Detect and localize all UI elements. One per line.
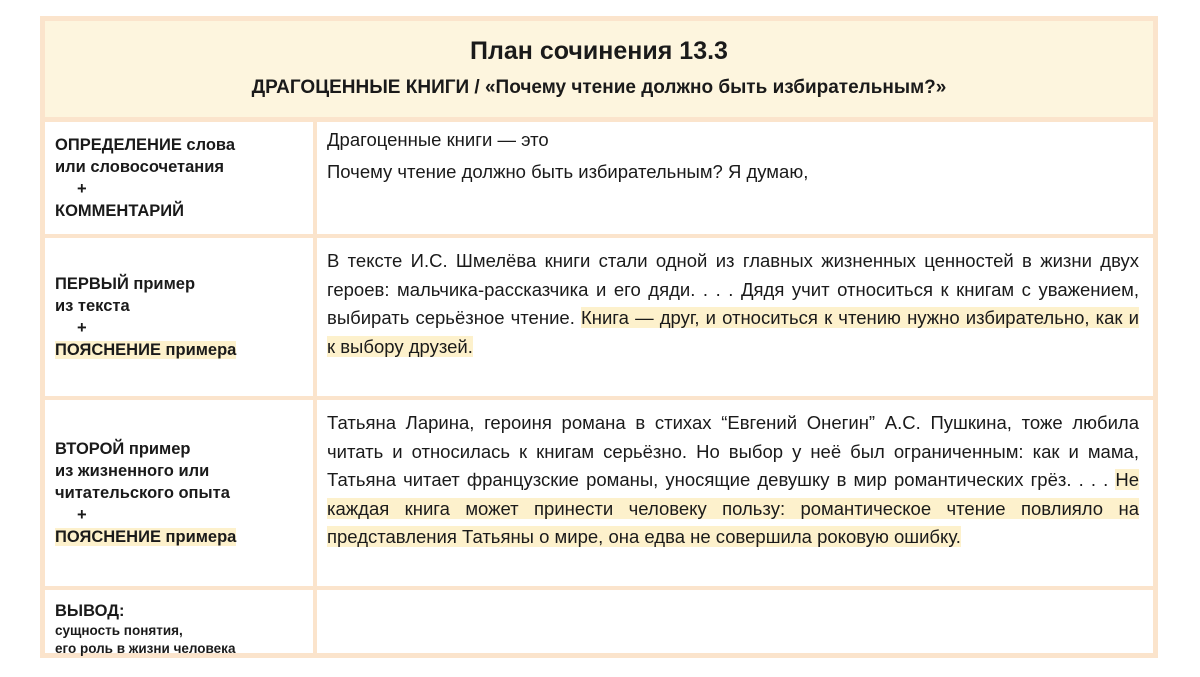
row-second-example-content — [317, 400, 1153, 586]
essay-plan-table — [40, 16, 1158, 658]
table-header — [45, 21, 1153, 117]
example-text: Татьяна Ларина, героиня романа в стихах “Евгений Онегин” А.С. Пушкина, тоже любила читать и относилась к книгам серьёзно. Но выбор у неё был ограниченным: как и мама, Татьяна читает французские романы, уносящие девушку в мир романтических грёз. . . . — [327, 412, 1139, 490]
example-highlight: Не каждая книга может принести человеку пользу: романтическое чтение повлияло на представления Татьяны о мире, она едва не совершила роковую ошибку. — [327, 469, 1140, 547]
row-conclusion-label — [45, 590, 313, 656]
row-definition-label — [45, 122, 313, 234]
row-second-example-label — [45, 400, 313, 586]
label-line: читательского опыта — [55, 484, 230, 502]
row-first-example-content — [317, 238, 1153, 396]
label-line: ВТОРОЙ пример — [55, 440, 191, 458]
plus-sign: + — [77, 180, 87, 198]
label-line: или словосочетания — [55, 158, 225, 176]
row-conclusion-content — [317, 590, 1153, 653]
plan-title: План сочинения 13.3 — [470, 37, 728, 65]
label-line: ОПРЕДЕЛЕНИЕ слова — [55, 136, 236, 154]
label-line: из жизненного или — [55, 462, 210, 480]
label-line-highlighted: ПОЯСНЕНИЕ примера — [55, 341, 237, 359]
plus-sign: + — [77, 319, 87, 337]
label-line-highlighted: ПОЯСНЕНИЕ примера — [55, 528, 237, 546]
content-line: Драгоценные книги — это — [327, 129, 549, 150]
label-line: сущность понятия, — [55, 623, 183, 638]
example-text: В тексте И.С. Шмелёва книги стали одной из главных жизненных ценностей в жизни двух героев: мальчика-рассказчика и его дяди. . . . Дядя учит относиться к книгам с уважением, выбирать серьёзное чтение. — [327, 250, 1139, 328]
row-first-example-label — [45, 238, 313, 396]
plus-sign: + — [77, 506, 87, 524]
label-line: ВЫВОД: — [55, 602, 125, 620]
row-definition-content — [317, 122, 1153, 234]
label-line: его роль в жизни человека — [55, 641, 236, 656]
label-line: КОММЕНТАРИЙ — [55, 202, 184, 220]
example-highlight: Книга — друг, и относиться к чтению нужно избирательно, как и к выбору друзей. — [327, 307, 1140, 357]
plan-subtitle: ДРАГОЦЕННЫЕ КНИГИ / «Почему чтение должно быть избирательным?» — [251, 77, 947, 98]
label-line: из текста — [55, 297, 130, 315]
label-line: ПЕРВЫЙ пример — [55, 275, 196, 293]
content-line: Почему чтение должно быть избирательным? Я думаю, — [327, 161, 809, 182]
